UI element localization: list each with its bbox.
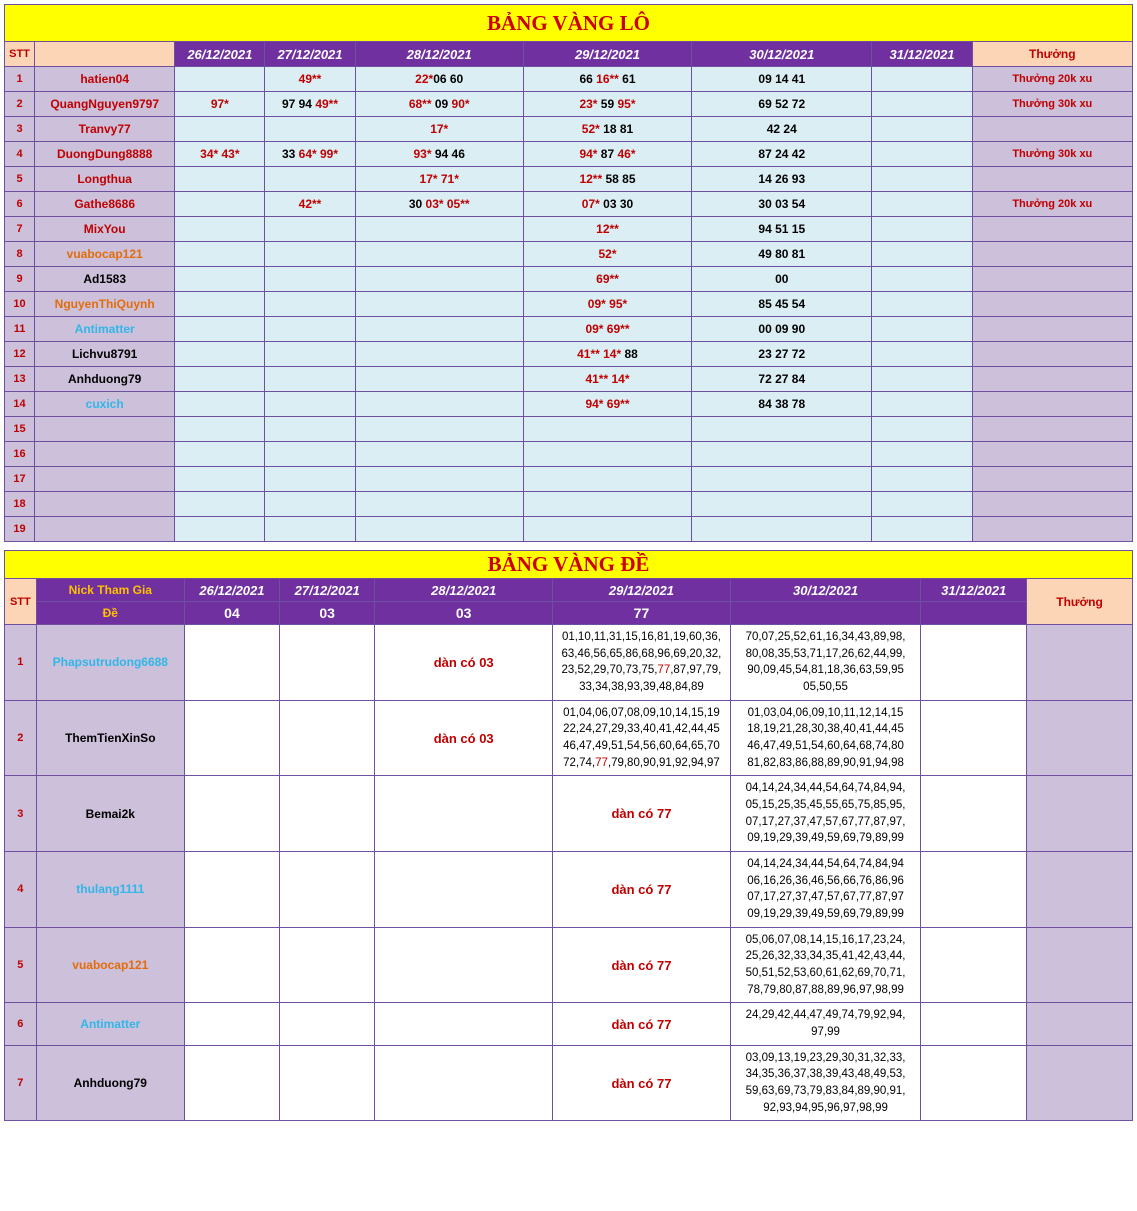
bang-vang-lo-body <box>5 67 1133 542</box>
table-row <box>5 492 1133 517</box>
nick-name: thulang1111 <box>36 852 184 928</box>
cell-26-12 <box>175 267 265 292</box>
col-28-12: 28/12/2021 <box>355 42 523 67</box>
nick-name: hatien04 <box>35 67 175 92</box>
row-index: 5 <box>5 167 35 192</box>
cell-28-12-de <box>375 776 553 852</box>
cell-27-12 <box>265 267 355 292</box>
nick-name: Antimatter <box>36 1003 184 1045</box>
row-index: 16 <box>5 442 35 467</box>
cell-26-12: 34* 43* <box>175 142 265 167</box>
cell-30-12: 49 80 81 <box>692 242 872 267</box>
table-row <box>5 267 1133 292</box>
col-stt: STT <box>5 42 35 67</box>
col-30-12: 30/12/2021 <box>692 42 872 67</box>
cell-30-12: 87 24 42 <box>692 142 872 167</box>
col-27-12: 27/12/2021 <box>265 42 355 67</box>
nick-name: Anhduong79 <box>35 367 175 392</box>
cell-31-12 <box>872 92 972 117</box>
table-row <box>5 92 1133 117</box>
row-index: 2 <box>5 700 37 776</box>
cell-28-12 <box>355 517 523 542</box>
table-row <box>5 242 1133 267</box>
banner-de: BẢNG VÀNG ĐỀ <box>5 551 1133 579</box>
table-row <box>5 417 1133 442</box>
cell-28-12 <box>355 217 523 242</box>
bang-vang-de-body <box>5 625 1133 1121</box>
cell-30-12: 30 03 54 <box>692 192 872 217</box>
cell-31-12 <box>872 117 972 142</box>
cell-26-12 <box>175 467 265 492</box>
cell-30-12-de: 70,07,25,52,61,16,34,43,89,98, 80,08,35,53,71,17,26,62,44,99, 90,09,45,54,81,18,36,63,59,95 05,50,55 <box>730 625 920 701</box>
nick-name: ThemTienXinSo <box>36 700 184 776</box>
cell-27-12 <box>265 392 355 417</box>
cell-30-12 <box>692 517 872 542</box>
table-row <box>5 852 1133 928</box>
cell-29-12: 12** 58 85 <box>523 167 691 192</box>
reward-cell: Thưởng 30k xu <box>972 142 1132 167</box>
cell-28-12 <box>355 292 523 317</box>
reward-cell <box>1027 1003 1133 1045</box>
table-row <box>5 292 1133 317</box>
cell-26-12 <box>175 417 265 442</box>
row-index: 4 <box>5 852 37 928</box>
cell-31-12-de <box>921 625 1027 701</box>
cell-28-12-de <box>375 1045 553 1121</box>
row-index: 6 <box>5 192 35 217</box>
table-row <box>5 392 1133 417</box>
row-index: 7 <box>5 1045 37 1121</box>
cell-29-12: 52* <box>523 242 691 267</box>
cell-26-12-de <box>184 1003 279 1045</box>
cell-29-12: 09* 95* <box>523 292 691 317</box>
reward-cell <box>1027 927 1133 1003</box>
reward-cell <box>1027 1045 1133 1121</box>
cell-26-12-de <box>184 927 279 1003</box>
nick-name <box>35 467 175 492</box>
cell-31-12 <box>872 267 972 292</box>
nick-name: Antimatter <box>35 317 175 342</box>
cell-30-12: 00 09 90 <box>692 317 872 342</box>
cell-31-12 <box>872 242 972 267</box>
cell-27-12-de <box>280 852 375 928</box>
cell-27-12 <box>265 117 355 142</box>
cell-30-12-de: 24,29,42,44,47,49,74,79,92,94, 97,99 <box>730 1003 920 1045</box>
row-index: 6 <box>5 1003 37 1045</box>
cell-27-12 <box>265 492 355 517</box>
cell-31-12-de <box>921 852 1027 928</box>
row-index: 3 <box>5 776 37 852</box>
cell-29-12: 09* 69** <box>523 317 691 342</box>
table-row <box>5 142 1133 167</box>
row-index: 7 <box>5 217 35 242</box>
cell-31-12 <box>872 67 972 92</box>
nick-name: DuongDung8888 <box>35 142 175 167</box>
row-index: 8 <box>5 242 35 267</box>
cell-29-12-de: dàn có 77 <box>553 1003 731 1045</box>
cell-31-12 <box>872 417 972 442</box>
cell-29-12: 23* 59 95* <box>523 92 691 117</box>
nick-name: vuabocap121 <box>35 242 175 267</box>
row-index: 11 <box>5 317 35 342</box>
col-26-12-de: 26/12/2021 <box>184 579 279 602</box>
nick-name: Longthua <box>35 167 175 192</box>
row-index: 19 <box>5 517 35 542</box>
cell-30-12: 09 14 41 <box>692 67 872 92</box>
cell-28-12 <box>355 467 523 492</box>
cell-27-12-de <box>280 927 375 1003</box>
nick-name: Tranvy77 <box>35 117 175 142</box>
reward-cell <box>972 217 1132 242</box>
reward-cell: Thưởng 20k xu <box>972 67 1132 92</box>
cell-27-12 <box>265 517 355 542</box>
cell-28-12-de <box>375 1003 553 1045</box>
cell-26-12-de <box>184 852 279 928</box>
cell-30-12: 00 <box>692 267 872 292</box>
reward-cell <box>972 317 1132 342</box>
cell-28-12-de: dàn có 03 <box>375 700 553 776</box>
col-29-12-de: 29/12/2021 <box>553 579 731 602</box>
cell-27-12 <box>265 167 355 192</box>
table-row <box>5 192 1133 217</box>
reward-cell <box>972 342 1132 367</box>
cell-31-12 <box>872 317 972 342</box>
table-row <box>5 117 1133 142</box>
table-row <box>5 1045 1133 1121</box>
cell-31-12 <box>872 367 972 392</box>
cell-30-12: 72 27 84 <box>692 367 872 392</box>
cell-30-12: 85 45 54 <box>692 292 872 317</box>
nick-name: Bemai2k <box>36 776 184 852</box>
table-row <box>5 927 1133 1003</box>
reward-cell <box>972 167 1132 192</box>
cell-26-12 <box>175 292 265 317</box>
cell-29-12: 41** 14* 88 <box>523 342 691 367</box>
row-index: 1 <box>5 625 37 701</box>
table-row <box>5 1003 1133 1045</box>
cell-29-12: 69** <box>523 267 691 292</box>
cell-27-12 <box>265 317 355 342</box>
reward-cell <box>972 292 1132 317</box>
col-29-12: 29/12/2021 <box>523 42 691 67</box>
nick-name: Ad1583 <box>35 267 175 292</box>
sub-de-27: 03 <box>280 602 375 625</box>
cell-27-12 <box>265 217 355 242</box>
cell-28-12: 17* <box>355 117 523 142</box>
row-index: 12 <box>5 342 35 367</box>
cell-28-12 <box>355 367 523 392</box>
reward-cell: Thưởng 30k xu <box>972 92 1132 117</box>
cell-26-12-de <box>184 625 279 701</box>
row-index: 15 <box>5 417 35 442</box>
reward-cell <box>972 492 1132 517</box>
nick-name: Phapsutrudong6688 <box>36 625 184 701</box>
nick-name: Anhduong79 <box>36 1045 184 1121</box>
cell-27-12 <box>265 467 355 492</box>
reward-cell <box>972 117 1132 142</box>
cell-26-12 <box>175 242 265 267</box>
subheader-row-de <box>5 602 1133 625</box>
row-index: 17 <box>5 467 35 492</box>
cell-30-12: 84 38 78 <box>692 392 872 417</box>
header-row-de <box>5 579 1133 602</box>
cell-31-12-de <box>921 1003 1027 1045</box>
col-nick-de: Nick Tham Gia <box>36 579 184 602</box>
cell-28-12: 93* 94 46 <box>355 142 523 167</box>
sub-de-28: 03 <box>375 602 553 625</box>
cell-26-12 <box>175 517 265 542</box>
cell-26-12-de <box>184 700 279 776</box>
cell-26-12 <box>175 492 265 517</box>
cell-29-12: 41** 14* <box>523 367 691 392</box>
nick-name <box>35 492 175 517</box>
cell-27-12-de <box>280 700 375 776</box>
cell-29-12: 94* 87 46* <box>523 142 691 167</box>
cell-28-12 <box>355 417 523 442</box>
reward-cell <box>972 392 1132 417</box>
cell-26-12 <box>175 192 265 217</box>
col-nick <box>35 42 175 67</box>
reward-cell <box>972 367 1132 392</box>
cell-27-12: 42** <box>265 192 355 217</box>
cell-31-12-de <box>921 776 1027 852</box>
cell-31-12 <box>872 517 972 542</box>
cell-27-12: 33 64* 99* <box>265 142 355 167</box>
cell-27-12: 97 94 49** <box>265 92 355 117</box>
cell-28-12 <box>355 267 523 292</box>
cell-31-12 <box>872 142 972 167</box>
cell-31-12 <box>872 467 972 492</box>
cell-31-12 <box>872 167 972 192</box>
nick-name <box>35 517 175 542</box>
cell-30-12: 42 24 <box>692 117 872 142</box>
cell-31-12 <box>872 217 972 242</box>
nick-name: cuxich <box>35 392 175 417</box>
row-index: 18 <box>5 492 35 517</box>
table-row <box>5 342 1133 367</box>
cell-29-12-de: dàn có 77 <box>553 852 731 928</box>
cell-30-12 <box>692 492 872 517</box>
cell-29-12: 66 16** 61 <box>523 67 691 92</box>
cell-26-12 <box>175 367 265 392</box>
table-row <box>5 776 1133 852</box>
col-28-12-de: 28/12/2021 <box>375 579 553 602</box>
nick-name <box>35 417 175 442</box>
reward-cell <box>1027 700 1133 776</box>
cell-28-12 <box>355 392 523 417</box>
cell-28-12: 30 03* 05** <box>355 192 523 217</box>
row-index: 4 <box>5 142 35 167</box>
table-gap <box>4 542 1133 550</box>
cell-28-12 <box>355 317 523 342</box>
cell-31-12 <box>872 392 972 417</box>
cell-26-12 <box>175 342 265 367</box>
cell-28-12 <box>355 242 523 267</box>
cell-27-12 <box>265 417 355 442</box>
cell-30-12 <box>692 442 872 467</box>
cell-26-12 <box>175 317 265 342</box>
cell-26-12 <box>175 67 265 92</box>
col-thuong-de: Thưởng <box>1027 579 1133 625</box>
cell-31-12 <box>872 492 972 517</box>
cell-29-12: 07* 03 30 <box>523 192 691 217</box>
cell-30-12: 14 26 93 <box>692 167 872 192</box>
cell-29-12-de: dàn có 77 <box>553 776 731 852</box>
cell-27-12 <box>265 367 355 392</box>
cell-31-12 <box>872 192 972 217</box>
row-index: 13 <box>5 367 35 392</box>
row-index: 1 <box>5 67 35 92</box>
bang-vang-lo-table <box>4 4 1133 542</box>
table-row <box>5 467 1133 492</box>
reward-cell <box>972 267 1132 292</box>
cell-28-12-de: dàn có 03 <box>375 625 553 701</box>
cell-28-12-de <box>375 852 553 928</box>
cell-29-12 <box>523 417 691 442</box>
reward-cell <box>972 442 1132 467</box>
table-row <box>5 625 1133 701</box>
col-27-12-de: 27/12/2021 <box>280 579 375 602</box>
reward-cell <box>972 517 1132 542</box>
cell-27-12-de <box>280 776 375 852</box>
cell-27-12 <box>265 342 355 367</box>
cell-31-12 <box>872 342 972 367</box>
cell-30-12-de: 05,06,07,08,14,15,16,17,23,24, 25,26,32,33,34,35,41,42,43,44, 50,51,52,53,60,61,62,69,70,71, 78,79,80,87,88,89,96,97,98,99 <box>730 927 920 1003</box>
cell-31-12-de <box>921 700 1027 776</box>
reward-cell <box>972 242 1132 267</box>
col-26-12: 26/12/2021 <box>175 42 265 67</box>
cell-30-12: 94 51 15 <box>692 217 872 242</box>
cell-26-12 <box>175 392 265 417</box>
cell-30-12: 69 52 72 <box>692 92 872 117</box>
cell-27-12-de <box>280 1045 375 1121</box>
cell-31-12 <box>872 442 972 467</box>
cell-30-12-de: 04,14,24,34,44,54,64,74,84,94 06,16,26,36,46,56,66,76,86,96 07,17,27,37,47,57,67,77,87,97 09,19,29,39,49,59,69,79,89,99 <box>730 852 920 928</box>
reward-cell <box>972 417 1132 442</box>
cell-26-12 <box>175 217 265 242</box>
cell-26-12-de <box>184 776 279 852</box>
nick-name: vuabocap121 <box>36 927 184 1003</box>
nick-name <box>35 442 175 467</box>
cell-29-12 <box>523 467 691 492</box>
cell-31-12-de <box>921 1045 1027 1121</box>
cell-27-12 <box>265 242 355 267</box>
cell-28-12: 17* 71* <box>355 167 523 192</box>
sub-de-29: 77 <box>553 602 731 625</box>
table-row <box>5 67 1133 92</box>
reward-cell <box>1027 852 1133 928</box>
sub-label-de: Đề <box>36 602 184 625</box>
cell-30-12 <box>692 467 872 492</box>
cell-26-12 <box>175 442 265 467</box>
table-row <box>5 167 1133 192</box>
cell-30-12-de: 04,14,24,34,44,54,64,74,84,94, 05,15,25,35,45,55,65,75,85,95, 07,17,27,37,47,57,67,77,87,97, 09,19,29,39,49,59,69,79,89,99 <box>730 776 920 852</box>
cell-27-12-de <box>280 1003 375 1045</box>
cell-27-12-de <box>280 625 375 701</box>
banner-lo: BẢNG VÀNG LÔ <box>5 5 1133 42</box>
reward-cell <box>1027 776 1133 852</box>
cell-28-12 <box>355 342 523 367</box>
table-row <box>5 700 1133 776</box>
cell-28-12-de <box>375 927 553 1003</box>
col-30-12-de: 30/12/2021 <box>730 579 920 602</box>
cell-31-12-de <box>921 927 1027 1003</box>
nick-name: Lichvu8791 <box>35 342 175 367</box>
header-row-lo <box>5 42 1133 67</box>
row-index: 2 <box>5 92 35 117</box>
cell-27-12 <box>265 292 355 317</box>
cell-29-12 <box>523 517 691 542</box>
cell-31-12 <box>872 292 972 317</box>
row-index: 10 <box>5 292 35 317</box>
col-stt-de: STT <box>5 579 37 625</box>
cell-29-12: 52* 18 81 <box>523 117 691 142</box>
cell-30-12 <box>692 417 872 442</box>
cell-29-12-de: dàn có 77 <box>553 927 731 1003</box>
table-row <box>5 217 1133 242</box>
cell-29-12: 94* 69** <box>523 392 691 417</box>
table-row <box>5 442 1133 467</box>
table-row <box>5 317 1133 342</box>
cell-30-12: 23 27 72 <box>692 342 872 367</box>
cell-28-12 <box>355 492 523 517</box>
cell-27-12: 49** <box>265 67 355 92</box>
col-thuong: Thưởng <box>972 42 1132 67</box>
row-index: 9 <box>5 267 35 292</box>
nick-name: QuangNguyen9797 <box>35 92 175 117</box>
table-row <box>5 517 1133 542</box>
sub-de-31 <box>921 602 1027 625</box>
table-row <box>5 367 1133 392</box>
cell-28-12: 68** 09 90* <box>355 92 523 117</box>
cell-29-12 <box>523 442 691 467</box>
cell-30-12-de: 03,09,13,19,23,29,30,31,32,33, 34,35,36,37,38,39,43,48,49,53, 59,63,69,73,79,83,84,89,90,91, 92,93,94,95,96,97,98,99 <box>730 1045 920 1121</box>
nick-name: Gathe8686 <box>35 192 175 217</box>
nick-name: MixYou <box>35 217 175 242</box>
reward-cell <box>972 467 1132 492</box>
cell-29-12-de: dàn có 77 <box>553 1045 731 1121</box>
cell-26-12-de <box>184 1045 279 1121</box>
bang-vang-de-table <box>4 550 1133 1121</box>
cell-29-12-de: 01,10,11,31,15,16,81,19,60,36, 63,46,56,65,86,68,96,69,20,32, 23,52,29,70,73,75,77,87,97,79, 33,34,38,93,39,48,84,89 <box>553 625 731 701</box>
reward-cell <box>1027 625 1133 701</box>
cell-28-12 <box>355 442 523 467</box>
cell-29-12: 12** <box>523 217 691 242</box>
nick-name: NguyenThiQuynh <box>35 292 175 317</box>
sub-de-26: 04 <box>184 602 279 625</box>
col-31-12-de: 31/12/2021 <box>921 579 1027 602</box>
cell-27-12 <box>265 442 355 467</box>
cell-29-12-de: 01,04,06,07,08,09,10,14,15,19 22,24,27,29,33,40,41,42,44,45 46,47,49,51,54,56,60,64,65,70 72,74,77,79,80,90,91,92,94,97 <box>553 700 731 776</box>
cell-26-12 <box>175 117 265 142</box>
row-index: 3 <box>5 117 35 142</box>
sub-de-30 <box>730 602 920 625</box>
reward-cell: Thưởng 20k xu <box>972 192 1132 217</box>
cell-30-12-de: 01,03,04,06,09,10,11,12,14,15 18,19,21,28,30,38,40,41,44,45 46,47,49,51,54,60,64,68,74,80 81,82,83,86,88,89,90,91,94,98 <box>730 700 920 776</box>
col-31-12: 31/12/2021 <box>872 42 972 67</box>
row-index: 5 <box>5 927 37 1003</box>
cell-26-12: 97* <box>175 92 265 117</box>
cell-29-12 <box>523 492 691 517</box>
cell-28-12: 22*06 60 <box>355 67 523 92</box>
cell-26-12 <box>175 167 265 192</box>
row-index: 14 <box>5 392 35 417</box>
